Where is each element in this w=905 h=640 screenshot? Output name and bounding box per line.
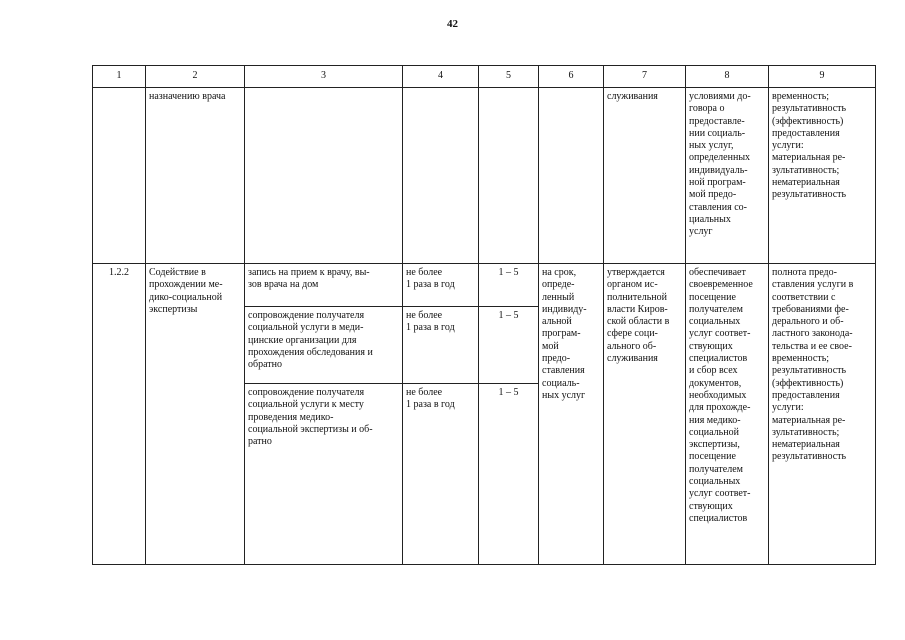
section-standard: утверждается органом ис- полнительной власти Киров- ской области в сфере соци- ального об- служивания xyxy=(604,264,686,565)
header-cell: 5 xyxy=(479,66,539,88)
service-description: запись на прием к врачу, вы- зов врача на дом xyxy=(245,264,403,307)
page-number: 42 xyxy=(447,18,458,30)
service-units: 1 – 5 xyxy=(479,307,539,384)
table-cell xyxy=(479,88,539,264)
service-frequency: не более 1 раза в год xyxy=(403,384,479,565)
table-cell xyxy=(93,88,146,264)
header-cell: 4 xyxy=(403,66,479,88)
section-quality: полнота предо- ставления услуги в соответствии с требованиями фе- дерального и об- ластного законода- тельства и ее свое- временность; результативность (эффективность) предоставления услуги: материальная ре- зультативность; нематериальная результативность xyxy=(769,264,876,565)
section-number: 1.2.2 xyxy=(93,264,146,565)
header-cell: 7 xyxy=(604,66,686,88)
services-table xyxy=(92,65,876,565)
header-row xyxy=(93,66,876,88)
section-name: Содействие в прохождении ме- дико-социальной экспертизы xyxy=(146,264,245,565)
service-description: сопровождение получателя социальной услуги к месту проведения медико- социальной экспертизы и об- ратно xyxy=(245,384,403,565)
header-cell: 9 xyxy=(769,66,876,88)
continuation-row xyxy=(93,88,876,264)
service-units: 1 – 5 xyxy=(479,264,539,307)
service-units: 1 – 5 xyxy=(479,384,539,565)
table-cell xyxy=(245,88,403,264)
table-cell: служивания xyxy=(604,88,686,264)
table-cell: условиями до- говора о предоставле- нии социаль- ных услуг, определенных индивидуаль- ной програм- мой предо- ставления со- циальных услуг xyxy=(686,88,769,264)
header-cell: 6 xyxy=(539,66,604,88)
service-description: сопровождение получателя социальной услуги в меди- цинские организации для прохождения обследования и обратно xyxy=(245,307,403,384)
service-frequency: не более 1 раза в год xyxy=(403,264,479,307)
table-cell: временность; результативность (эффективность) предоставления услуги: материальная ре- зультативность; нематериальная результативность xyxy=(769,88,876,264)
table-cell xyxy=(539,88,604,264)
header-cell: 8 xyxy=(686,66,769,88)
table-row xyxy=(93,264,876,307)
header-cell: 3 xyxy=(245,66,403,88)
table-cell: назначению врача xyxy=(146,88,245,264)
service-frequency: не более 1 раза в год xyxy=(403,307,479,384)
section-duration: на срок, опреде- ленный индивиду- альной програм- мой предо- ставления социаль- ных услуг xyxy=(539,264,604,565)
section-conditions: обеспечивает своевременное посещение получателем социальных услуг соответ- ствующих специалистов и сбор всех документов, необходимых для прохожде- ния медико- социальной экспертизы, посещение получателем социальных услуг соответ- ствующих специалистов xyxy=(686,264,769,565)
header-cell: 1 xyxy=(93,66,146,88)
table-cell xyxy=(403,88,479,264)
header-cell: 2 xyxy=(146,66,245,88)
